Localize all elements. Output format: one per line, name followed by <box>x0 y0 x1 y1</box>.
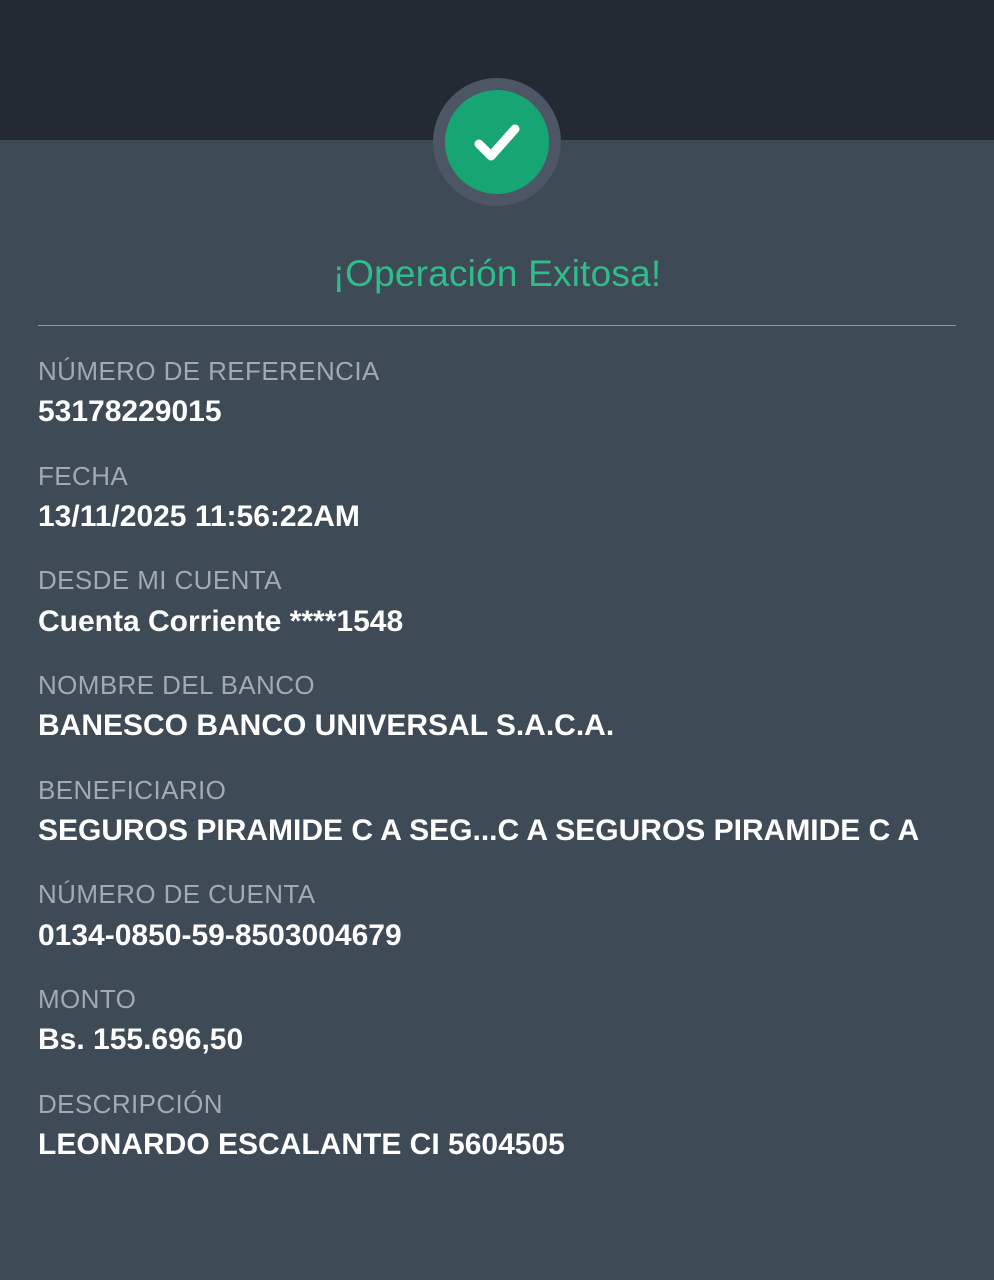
field-value: 0134-0850-59-8503004679 <box>38 918 402 952</box>
field-label: BENEFICIARIO <box>38 774 227 805</box>
field-value: 53178229015 <box>38 395 222 429</box>
field-label: MONTO <box>38 984 137 1015</box>
field-value: BANESCO BANCO UNIVERSAL S.A.C.A. <box>38 709 615 743</box>
receipt-content <box>0 253 994 1164</box>
field-value: Bs. 155.696,50 <box>38 1023 244 1057</box>
field-value: 13/11/2025 11:56:22AM <box>38 499 360 533</box>
field-label: NÚMERO DE REFERENCIA <box>38 356 380 386</box>
field-value: Cuenta Corriente ****1548 <box>38 604 404 638</box>
divider <box>38 325 956 326</box>
field-bank-name <box>38 670 956 745</box>
field-date <box>38 461 956 536</box>
field-label: NÚMERO DE CUENTA <box>38 879 316 910</box>
field-label: DESCRIPCIÓN <box>38 1088 223 1119</box>
field-value: SEGUROS PIRAMIDE C A SEG...C A SEGUROS PIRAMIDE C A <box>38 813 920 847</box>
field-amount <box>38 984 956 1059</box>
field-beneficiary <box>38 775 956 850</box>
field-source-account <box>38 565 956 640</box>
page-title: ¡Operación Exitosa! <box>332 253 662 294</box>
field-label: NOMBRE DEL BANCO <box>38 670 316 701</box>
field-value: LEONARDO ESCALANTE CI 5604505 <box>38 1128 565 1161</box>
field-account-number <box>38 879 956 954</box>
field-reference-number <box>38 356 956 431</box>
field-label: DESDE MI CUENTA <box>38 565 282 596</box>
field-description <box>38 1089 956 1164</box>
success-icon-ring <box>433 78 561 206</box>
check-circle-icon <box>445 90 549 194</box>
field-label: FECHA <box>38 460 129 491</box>
